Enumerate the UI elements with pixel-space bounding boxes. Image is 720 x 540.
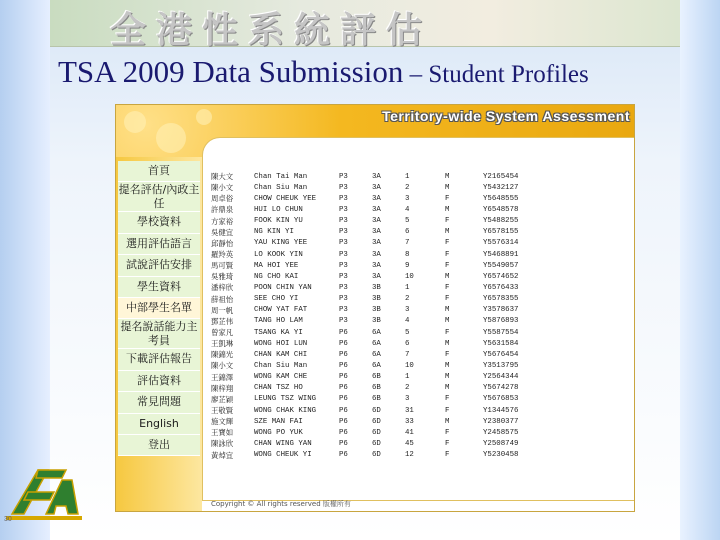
- table-cell: M: [445, 172, 450, 181]
- table-cell: CHOW CHEUK YEE: [254, 194, 317, 203]
- table-row: [211, 271, 563, 282]
- table-row: [211, 316, 563, 327]
- table-cell: 曾家凡: [211, 328, 234, 338]
- table-cell: F: [445, 217, 450, 226]
- table-cell: 3B: [372, 295, 381, 304]
- table-cell: 4: [405, 317, 410, 326]
- table-cell: P3: [339, 261, 348, 270]
- table-cell: Y2165454: [483, 172, 519, 181]
- table-cell: 潘梓欣: [211, 283, 234, 293]
- banner-title: 全港性系統評估: [110, 9, 433, 51]
- table-cell: 3: [405, 306, 410, 315]
- table-cell: M: [445, 317, 450, 326]
- table-cell: M: [445, 205, 450, 214]
- table-cell: 6: [405, 228, 410, 237]
- table-cell: 33: [405, 417, 414, 426]
- table-cell: 1: [405, 373, 410, 382]
- menu-item[interactable]: 學生資料: [118, 277, 200, 298]
- table-cell: 陳梓翔: [211, 383, 234, 393]
- table-cell: 陳大文: [211, 172, 234, 182]
- table-cell: 7: [405, 350, 410, 359]
- table-cell: 羅羚英: [211, 250, 234, 260]
- table-cell: WONG CHEUK YI: [254, 451, 312, 460]
- table-row: [211, 327, 563, 338]
- student-table: [211, 171, 563, 461]
- table-cell: 2: [405, 384, 410, 393]
- table-cell: 王寶如: [211, 428, 234, 438]
- table-cell: Y5648555: [483, 194, 519, 203]
- table-cell: Y5549057: [483, 261, 519, 270]
- table-cell: 黃焯宜: [211, 450, 234, 460]
- table-cell: P6: [339, 328, 348, 337]
- table-row: [211, 204, 563, 215]
- table-cell: P3: [339, 205, 348, 214]
- page-number: 30: [4, 516, 12, 523]
- table-cell: 3A: [372, 239, 381, 248]
- table-row: [211, 216, 563, 227]
- table-row: [211, 405, 563, 416]
- table-cell: Y5674278: [483, 384, 519, 393]
- table-cell: 3: [405, 395, 410, 404]
- table-cell: 王錦澤: [211, 372, 234, 382]
- menu-item[interactable]: 常見問題: [118, 392, 200, 413]
- table-row: [211, 305, 563, 316]
- table-cell: 1: [405, 172, 410, 181]
- table-cell: NG KIN YI: [254, 228, 294, 237]
- table-cell: P6: [339, 428, 348, 437]
- table-cell: 6A: [372, 350, 381, 359]
- table-cell: P3: [339, 250, 348, 259]
- menu-item[interactable]: English: [118, 414, 200, 435]
- table-cell: 8: [405, 250, 410, 259]
- table-cell: CHAN KAM CHI: [254, 350, 308, 359]
- table-cell: 3A: [372, 228, 381, 237]
- table-cell: 王凱琳: [211, 339, 234, 349]
- table-cell: Y6576433: [483, 283, 519, 292]
- table-cell: P6: [339, 451, 348, 460]
- table-cell: P3: [339, 217, 348, 226]
- menu-item[interactable]: 評估資料: [118, 371, 200, 392]
- table-cell: 3A: [372, 205, 381, 214]
- table-cell: Y5468891: [483, 250, 519, 259]
- table-cell: M: [445, 306, 450, 315]
- table-cell: 1: [405, 283, 410, 292]
- table-cell: Y5432127: [483, 183, 519, 192]
- table-cell: P6: [339, 417, 348, 426]
- decor-bubble: [156, 123, 186, 153]
- table-cell: Y6578355: [483, 295, 519, 304]
- table-cell: P3: [339, 317, 348, 326]
- table-cell: 3A: [372, 172, 381, 181]
- table-row: [211, 249, 563, 260]
- table-row: [211, 427, 563, 438]
- system-title: Territory-wide System Assessment: [382, 108, 630, 124]
- table-cell: Y3578637: [483, 306, 519, 315]
- menu-item[interactable]: 試說評估安排: [118, 255, 200, 276]
- table-cell: Y5576314: [483, 239, 519, 248]
- table-cell: Y1344576: [483, 406, 519, 415]
- table-cell: Chan Siu Man: [254, 361, 308, 370]
- table-cell: P3: [339, 272, 348, 281]
- table-row: [211, 282, 563, 293]
- table-cell: Y2508749: [483, 439, 519, 448]
- table-cell: F: [445, 350, 450, 359]
- table-cell: 6: [405, 339, 410, 348]
- table-cell: Chan Tai Man: [254, 172, 308, 181]
- table-cell: Y5676853: [483, 395, 519, 404]
- table-cell: YAU KING YEE: [254, 239, 308, 248]
- header-banner: [50, 0, 680, 51]
- table-cell: 3A: [372, 250, 381, 259]
- table-row: [211, 171, 563, 182]
- table-row: [211, 193, 563, 204]
- table-cell: 6A: [372, 361, 381, 370]
- table-cell: SZE MAN FAI: [254, 417, 303, 426]
- table-row: [211, 294, 563, 305]
- slide-title: [58, 54, 589, 90]
- slide-title-sub: – Student Profiles: [403, 61, 589, 88]
- table-cell: Y5587554: [483, 328, 519, 337]
- table-cell: 2: [405, 183, 410, 192]
- table-cell: Y5230458: [483, 451, 519, 460]
- table-cell: Y5676454: [483, 350, 519, 359]
- table-cell: 2: [405, 295, 410, 304]
- table-cell: F: [445, 194, 450, 203]
- table-cell: P6: [339, 373, 348, 382]
- table-cell: LO KOOK YIN: [254, 250, 303, 259]
- table-cell: NG CHO KAI: [254, 272, 299, 281]
- menu-item[interactable]: 首頁: [118, 161, 200, 182]
- slide-title-main: TSA 2009 Data Submission: [58, 54, 404, 89]
- table-cell: Chan Siu Man: [254, 183, 308, 192]
- table-cell: F: [445, 295, 450, 304]
- table-row: [211, 416, 563, 427]
- table-cell: 10: [405, 361, 414, 370]
- table-cell: M: [445, 183, 450, 192]
- table-cell: Y2458575: [483, 428, 519, 437]
- table-cell: LEUNG TSZ WING: [254, 395, 317, 404]
- table-row: [211, 383, 563, 394]
- table-cell: WONG PO YUK: [254, 428, 303, 437]
- table-cell: TANG HO LAM: [254, 317, 303, 326]
- menu-item[interactable]: 選用評估語言: [118, 234, 200, 255]
- table-cell: 6A: [372, 328, 381, 337]
- table-row: [211, 227, 563, 238]
- table-cell: P6: [339, 339, 348, 348]
- table-cell: F: [445, 395, 450, 404]
- table-cell: 方家裕: [211, 216, 234, 226]
- table-cell: FOOK KIN YU: [254, 217, 303, 226]
- copyright-footer: Copyright © All rights reserved 版權所有: [211, 500, 351, 508]
- table-cell: M: [445, 373, 450, 382]
- menu-item[interactable]: 學校資料: [118, 212, 200, 233]
- table-cell: 7: [405, 239, 410, 248]
- table-cell: 6D: [372, 439, 381, 448]
- left-decor-bar: [0, 0, 50, 540]
- right-decor-bar: [680, 0, 720, 540]
- embedded-screenshot: [115, 104, 635, 512]
- decor-bubble: [196, 109, 212, 125]
- table-cell: P6: [339, 395, 348, 404]
- table-cell: M: [445, 417, 450, 426]
- table-cell: WONG KAM CHE: [254, 373, 308, 382]
- table-cell: 6B: [372, 384, 381, 393]
- table-cell: 10: [405, 272, 414, 281]
- table-cell: 9: [405, 261, 410, 270]
- table-cell: HUI LO CHUN: [254, 205, 303, 214]
- table-cell: Y2564344: [483, 373, 519, 382]
- table-cell: 6D: [372, 406, 381, 415]
- table-cell: M: [445, 384, 450, 393]
- tsa-logo-icon: [2, 462, 84, 534]
- table-cell: P6: [339, 384, 348, 393]
- table-cell: P3: [339, 239, 348, 248]
- table-cell: 3B: [372, 306, 381, 315]
- table-cell: CHOW YAT FAT: [254, 306, 308, 315]
- table-cell: 王敬賢: [211, 406, 234, 416]
- table-cell: M: [445, 361, 450, 370]
- table-row: [211, 394, 563, 405]
- table-row: [211, 438, 563, 449]
- table-cell: P3: [339, 283, 348, 292]
- decor-bubble: [124, 111, 146, 133]
- table-cell: Y2380377: [483, 417, 519, 426]
- table-cell: 陳詠欣: [211, 439, 234, 449]
- table-row: [211, 182, 563, 193]
- menu-item[interactable]: 登出: [118, 435, 200, 456]
- table-cell: F: [445, 451, 450, 460]
- table-cell: 6B: [372, 373, 381, 382]
- table-cell: 3B: [372, 283, 381, 292]
- table-cell: 陳小文: [211, 183, 234, 193]
- table-cell: F: [445, 428, 450, 437]
- table-cell: 廖芷穎: [211, 394, 234, 404]
- table-row: [211, 372, 563, 383]
- table-cell: M: [445, 228, 450, 237]
- table-cell: TSANG KA YI: [254, 328, 303, 337]
- table-cell: Y5488255: [483, 217, 519, 226]
- table-cell: 3A: [372, 194, 381, 203]
- table-cell: 薛祖怡: [211, 294, 234, 304]
- table-cell: CHAN WING YAN: [254, 439, 312, 448]
- table-cell: SEE CHO YI: [254, 295, 299, 304]
- table-cell: 馬可賢: [211, 261, 234, 271]
- menu-item[interactable]: 提名評估/內政主任: [118, 183, 200, 211]
- table-cell: F: [445, 261, 450, 270]
- table-cell: P6: [339, 439, 348, 448]
- table-cell: MA HOI YEE: [254, 261, 299, 270]
- table-cell: 6D: [372, 451, 381, 460]
- table-row: [211, 238, 563, 249]
- table-cell: F: [445, 239, 450, 248]
- table-cell: 吳雅琦: [211, 272, 234, 282]
- table-cell: 45: [405, 439, 414, 448]
- table-cell: Y5876893: [483, 317, 519, 326]
- table-cell: 6B: [372, 395, 381, 404]
- table-cell: WONG HOI LUN: [254, 339, 308, 348]
- table-cell: P3: [339, 194, 348, 203]
- table-cell: 吳健宜: [211, 227, 234, 237]
- table-cell: 6D: [372, 428, 381, 437]
- table-cell: 3A: [372, 217, 381, 226]
- table-cell: 6D: [372, 417, 381, 426]
- menu-item[interactable]: 中部學生名單: [118, 298, 200, 319]
- table-cell: 5: [405, 328, 410, 337]
- table-cell: Y3513795: [483, 361, 519, 370]
- table-cell: 周一帆: [211, 305, 234, 315]
- table-row: [211, 450, 563, 461]
- table-cell: 31: [405, 406, 414, 415]
- table-row: [211, 260, 563, 271]
- table-cell: Y6574652: [483, 272, 519, 281]
- table-cell: 施文輝: [211, 417, 234, 427]
- table-cell: P3: [339, 306, 348, 315]
- table-cell: P3: [339, 172, 348, 181]
- menu-item[interactable]: 提名說話能力主考員: [118, 319, 200, 349]
- table-cell: 12: [405, 451, 414, 460]
- table-cell: CHAN TSZ HO: [254, 384, 303, 393]
- table-cell: 6A: [372, 339, 381, 348]
- table-cell: 3B: [372, 317, 381, 326]
- table-row: [211, 338, 563, 349]
- table-cell: 5: [405, 217, 410, 226]
- table-cell: P3: [339, 228, 348, 237]
- table-row: [211, 349, 563, 360]
- table-cell: Y5631584: [483, 339, 519, 348]
- table-cell: 陳錦光: [211, 350, 234, 360]
- table-cell: F: [445, 283, 450, 292]
- table-cell: F: [445, 406, 450, 415]
- table-cell: 41: [405, 428, 414, 437]
- table-cell: F: [445, 328, 450, 337]
- nav-menu: [118, 161, 200, 456]
- table-cell: 陳小文: [211, 361, 234, 371]
- table-cell: P6: [339, 361, 348, 370]
- menu-item[interactable]: 下載評估報告: [118, 349, 200, 370]
- table-cell: P6: [339, 350, 348, 359]
- table-cell: 周卓俗: [211, 194, 234, 204]
- table-cell: F: [445, 439, 450, 448]
- table-cell: P3: [339, 295, 348, 304]
- table-cell: 3A: [372, 272, 381, 281]
- table-cell: 4: [405, 205, 410, 214]
- table-cell: Y6578155: [483, 228, 519, 237]
- table-cell: POON CHIN YAN: [254, 283, 312, 292]
- table-cell: M: [445, 272, 450, 281]
- table-cell: F: [445, 250, 450, 259]
- table-cell: P6: [339, 406, 348, 415]
- table-cell: Y6548578: [483, 205, 519, 214]
- table-cell: 邱靜怡: [211, 238, 234, 248]
- table-cell: 鄧芷伟: [211, 316, 234, 326]
- table-cell: WONG CHAK KING: [254, 406, 317, 415]
- table-cell: 3A: [372, 261, 381, 270]
- table-row: [211, 360, 563, 371]
- table-cell: M: [445, 339, 450, 348]
- table-cell: P3: [339, 183, 348, 192]
- table-cell: 3A: [372, 183, 381, 192]
- table-cell: 3: [405, 194, 410, 203]
- table-cell: 許鼎泉: [211, 205, 234, 215]
